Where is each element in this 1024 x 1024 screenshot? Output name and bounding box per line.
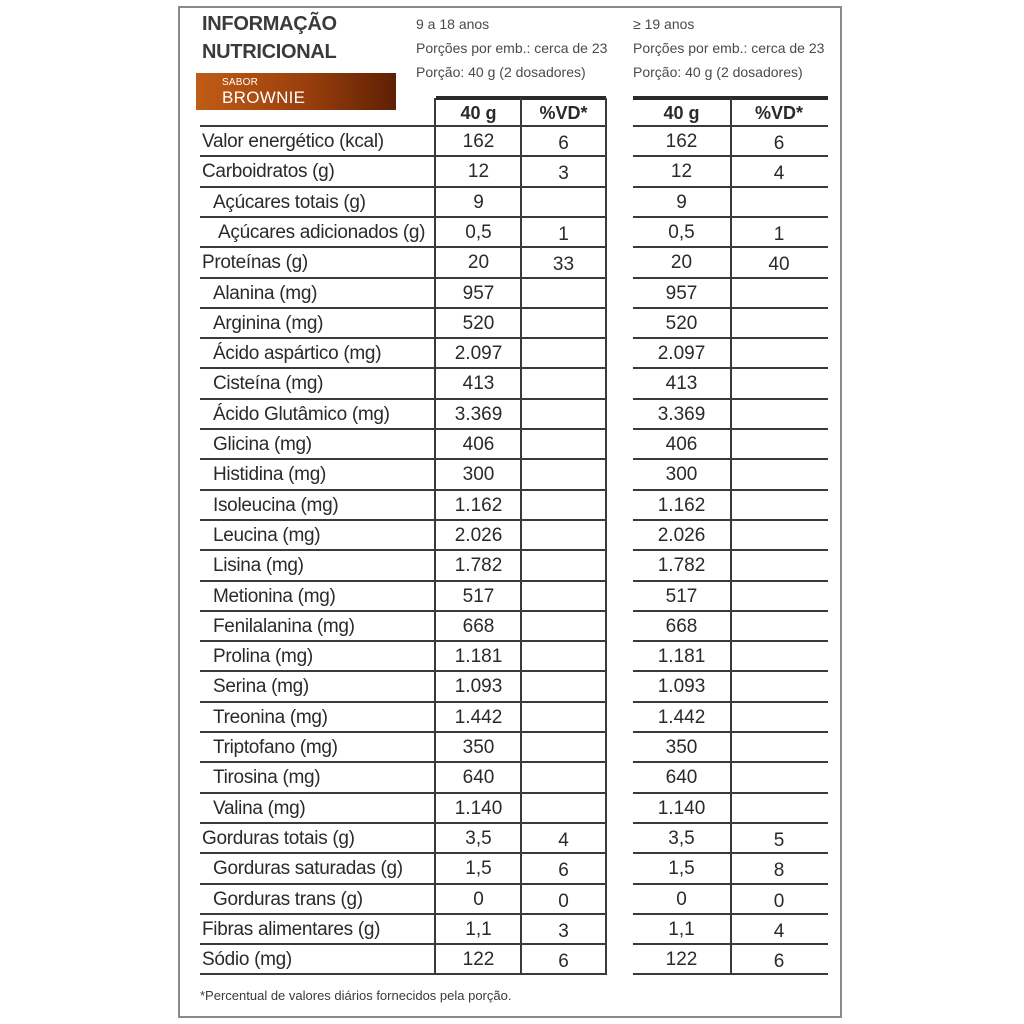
amount-19-plus: 0,5: [668, 222, 695, 243]
vd-19-plus: [730, 339, 828, 369]
col-divider: [434, 98, 436, 975]
amount-19-plus: 20: [670, 252, 693, 273]
vd-19-plus: 1: [773, 224, 785, 245]
amount-19-plus: 1.782: [657, 555, 706, 576]
nutrient-name: Sódio (mg): [202, 949, 292, 970]
amount-19-plus: 3,5: [668, 828, 695, 849]
vd-9-18: [521, 188, 606, 218]
vd-19-plus: 4: [773, 163, 785, 184]
nutrient-name: Leucina (mg): [213, 525, 321, 546]
amount-9-18: 3,5: [465, 828, 492, 849]
vd-9-18: [521, 763, 606, 793]
group-info-19-plus: [633, 12, 824, 84]
amount-19-plus: 668: [665, 616, 698, 637]
amount-9-18: 9: [473, 192, 484, 213]
amount-9-18: 1,5: [465, 858, 492, 879]
vd-19-plus: 6: [773, 133, 785, 154]
nutrient-name: Histidina (mg): [213, 464, 326, 485]
amount-19-plus: 517: [665, 586, 698, 607]
amount-9-18: 122: [462, 949, 495, 970]
nutrient-name: Fenilalanina (mg): [213, 616, 355, 637]
nutrient-name: Valor energético (kcal): [202, 131, 384, 152]
amount-9-18: 517: [462, 586, 495, 607]
amount-19-plus: 2.026: [657, 525, 706, 546]
vd-9-18: 1: [558, 224, 569, 245]
vd-19-plus: [730, 460, 828, 490]
amount-19-plus: 2.097: [657, 343, 706, 364]
nutrient-name: Isoleucina (mg): [213, 495, 339, 516]
vd-9-18: [521, 733, 606, 763]
vd-19-plus: [730, 279, 828, 309]
amount-9-18: 2.026: [454, 525, 503, 546]
nutrient-name: Glicina (mg): [213, 434, 312, 455]
amount-9-18: 20: [467, 252, 490, 273]
amount-9-18: 413: [462, 373, 495, 394]
nutrient-name: Alanina (mg): [213, 283, 318, 304]
vd-19-plus: [730, 369, 828, 399]
amount-9-18: 640: [462, 767, 495, 788]
vd-9-18: [521, 582, 606, 612]
col-divider: [730, 98, 732, 975]
nutrient-name: Proteínas (g): [202, 252, 308, 273]
label-title: [202, 10, 337, 66]
vd-9-18: [521, 642, 606, 672]
amount-9-18: 300: [462, 464, 495, 485]
vd-19-plus: [730, 642, 828, 672]
flavor-banner: [196, 73, 396, 110]
nutrient-name: Fibras alimentares (g): [202, 919, 381, 940]
amount-19-plus: 1,1: [668, 919, 695, 940]
vd-9-18: [521, 672, 606, 702]
vd-19-plus: [730, 672, 828, 702]
amount-9-18: 1.140: [454, 798, 503, 819]
amount-19-plus: 122: [665, 949, 698, 970]
amount-9-18: 406: [462, 434, 495, 455]
title-line-2: NUTRICIONAL: [202, 41, 337, 63]
vd-19-plus: [730, 551, 828, 581]
flavor-name: BROWNIE: [222, 88, 306, 107]
amount-9-18: 0,5: [465, 222, 492, 243]
group-age: 9 a 18 anos: [416, 16, 490, 32]
amount-19-plus: 1.140: [657, 798, 706, 819]
group-servings: Porções por emb.: cerca de 23: [416, 40, 608, 56]
title-line-1: INFORMAÇÃO: [202, 13, 337, 35]
nutrient-name: Açúcares adicionados (g): [218, 222, 426, 243]
vd-9-18: 6: [558, 951, 569, 972]
vd-9-18: [521, 521, 606, 551]
nutrient-name: Lisina (mg): [213, 555, 304, 576]
vd-9-18: [521, 460, 606, 490]
vd-9-18: 33: [552, 254, 575, 275]
vd-19-plus: [730, 188, 828, 218]
amount-19-plus: 413: [665, 373, 698, 394]
amount-19-plus: 9: [676, 192, 687, 213]
nutrient-name: Cisteína (mg): [213, 373, 324, 394]
vd-19-plus: [730, 612, 828, 642]
vd-19-plus: [730, 703, 828, 733]
vd-19-plus: [730, 309, 828, 339]
amount-9-18: 668: [462, 616, 495, 637]
col-header-vd-9-18: %VD*: [539, 103, 588, 123]
amount-9-18: 1.442: [454, 707, 503, 728]
amount-19-plus: 350: [665, 737, 698, 758]
vd-19-plus: [730, 794, 828, 824]
nutrient-name: Açúcares totais (g): [213, 192, 366, 213]
vd-9-18: [521, 612, 606, 642]
vd-9-18: [521, 279, 606, 309]
vd-9-18: 0: [558, 891, 569, 912]
amount-9-18: 3.369: [454, 404, 503, 425]
nutrient-name: Tirosina (mg): [213, 767, 321, 788]
amount-19-plus: 1.181: [657, 646, 706, 667]
vd-19-plus: [730, 430, 828, 460]
vd-9-18: 6: [558, 860, 569, 881]
vd-9-18: [521, 794, 606, 824]
vd-19-plus: [730, 400, 828, 430]
row-divider: [200, 973, 606, 975]
vd-9-18: [521, 369, 606, 399]
vd-9-18: [521, 430, 606, 460]
amount-19-plus: 0: [676, 889, 687, 910]
vd-9-18: [521, 339, 606, 369]
vd-19-plus: 40: [768, 254, 790, 275]
nutrient-name: Gorduras trans (g): [213, 889, 363, 910]
amount-9-18: 0: [473, 889, 484, 910]
amount-9-18: 1.782: [454, 555, 503, 576]
amount-19-plus: 406: [665, 434, 698, 455]
vd-9-18: 3: [558, 163, 569, 184]
amount-9-18: 1.181: [454, 646, 503, 667]
footnote: *Percentual de valores diários fornecidos pela porção.: [200, 988, 512, 1003]
amount-19-plus: 957: [665, 283, 698, 304]
vd-19-plus: 8: [773, 860, 785, 881]
vd-9-18: [521, 309, 606, 339]
vd-19-plus: [730, 763, 828, 793]
col-header-vd-19-plus: %VD*: [754, 103, 803, 123]
amount-19-plus: 300: [665, 464, 698, 485]
vd-19-plus: [730, 491, 828, 521]
col-header-amount-9-18: 40 g: [460, 103, 497, 123]
vd-9-18: [521, 491, 606, 521]
nutrient-name: Metionina (mg): [213, 586, 336, 607]
vd-19-plus: 5: [773, 830, 785, 851]
nutrient-name: Serina (mg): [213, 676, 309, 697]
col-divider: [605, 98, 607, 975]
nutrient-name: Treonina (mg): [213, 707, 328, 728]
amount-9-18: 12: [467, 161, 490, 182]
amount-19-plus: 1.162: [657, 495, 706, 516]
group-portion: Porção: 40 g (2 dosadores): [633, 64, 803, 80]
amount-9-18: 162: [462, 131, 495, 152]
group-age: ≥ 19 anos: [633, 16, 695, 32]
vd-19-plus: [730, 521, 828, 551]
nutrient-name: Valina (mg): [213, 798, 306, 819]
amount-9-18: 1.162: [454, 495, 503, 516]
nutrient-name: Triptofano (mg): [213, 737, 338, 758]
amount-9-18: 1,1: [465, 919, 492, 940]
amount-19-plus: 520: [665, 313, 698, 334]
nutrient-name: Ácido Glutâmico (mg): [213, 404, 390, 425]
nutrient-name: Carboidratos (g): [202, 161, 335, 182]
amount-9-18: 350: [462, 737, 495, 758]
amount-19-plus: 1,5: [668, 858, 695, 879]
nutrient-name: Arginina (mg): [213, 313, 324, 334]
vd-9-18: [521, 400, 606, 430]
nutrient-name: Gorduras totais (g): [202, 828, 355, 849]
nutrient-name: Prolina (mg): [213, 646, 313, 667]
vd-19-plus: 4: [773, 921, 785, 942]
col-header-amount-19-plus: 40 g: [663, 103, 700, 123]
vd-9-18: 6: [558, 133, 569, 154]
vd-9-18: [521, 551, 606, 581]
amount-19-plus: 1.442: [657, 707, 706, 728]
flavor-label: SABOR: [222, 77, 259, 88]
vd-9-18: [521, 703, 606, 733]
col-divider: [520, 98, 522, 975]
amount-19-plus: 3.369: [657, 404, 706, 425]
amount-19-plus: 162: [665, 131, 698, 152]
vd-9-18: 3: [558, 921, 569, 942]
amount-19-plus: 12: [670, 161, 693, 182]
nutrient-name: Ácido aspártico (mg): [213, 343, 382, 364]
group-portion: Porção: 40 g (2 dosadores): [416, 64, 586, 80]
vd-19-plus: 0: [773, 891, 785, 912]
amount-19-plus: 1.093: [657, 676, 706, 697]
amount-9-18: 2.097: [454, 343, 503, 364]
amount-9-18: 957: [462, 283, 495, 304]
vd-19-plus: 6: [773, 951, 785, 972]
amount-9-18: 520: [462, 313, 495, 334]
amount-9-18: 1.093: [454, 676, 503, 697]
vd-9-18: 4: [558, 830, 569, 851]
nutrient-name: Gorduras saturadas (g): [213, 858, 403, 879]
vd-19-plus: [730, 582, 828, 612]
group-info-9-18: [416, 12, 607, 84]
amount-19-plus: 640: [665, 767, 698, 788]
vd-19-plus: [730, 733, 828, 763]
group-servings: Porções por emb.: cerca de 23: [633, 40, 825, 56]
